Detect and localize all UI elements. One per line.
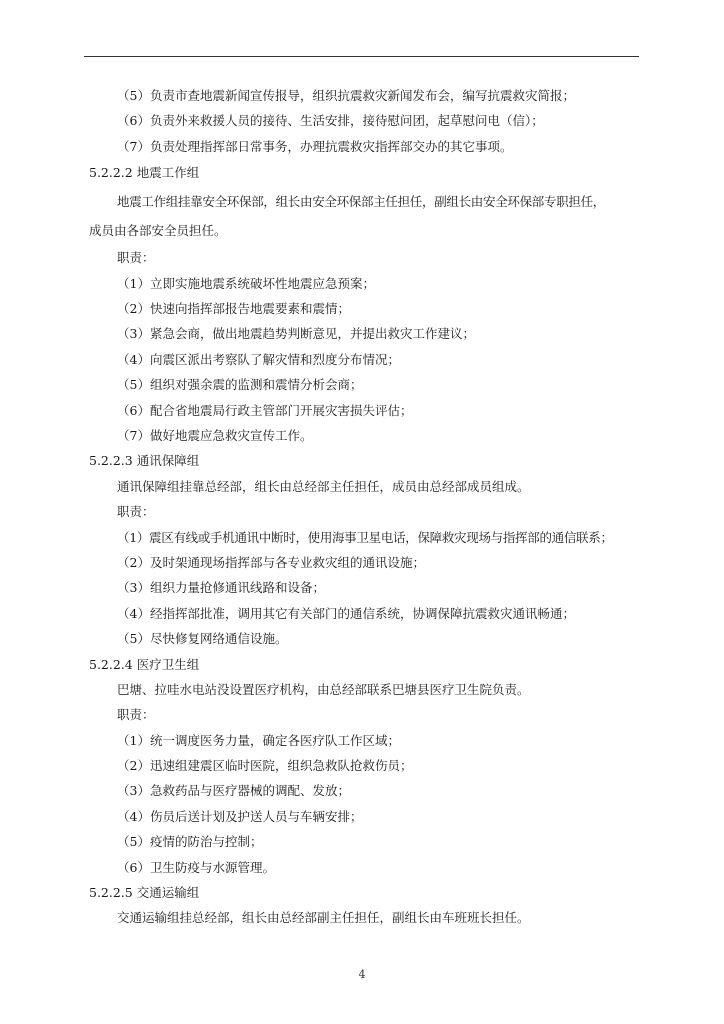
duty-item: （5）疫情的防治与控制；: [117, 834, 263, 850]
section-heading-earthquake-group: 5.2.2.2 地震工作组: [89, 165, 200, 181]
duty-item: （2）迅速组建震区临时医院，组织急救队抢救伤员；: [117, 758, 413, 774]
duty-item: （6）负责外来救援人员的接待、生活安排，接待慰问团，起草慰问电（信）；: [117, 113, 544, 129]
duty-item: （1）立即实施地震系统破坏性地震应急预案；: [117, 275, 375, 291]
duty-item: （5）负责市查地震新闻宣传报导，组织抗震救灾新闻发布会，编写抗震救灾简报；: [117, 88, 575, 103]
page-number: 4: [358, 968, 366, 981]
duty-item: （4）伤员后送计划及护送人员与车辆安排；: [117, 808, 363, 824]
duty-item: （2）及时架通现场指挥部与各专业救灾组的通讯设施；: [117, 554, 425, 570]
duty-label: 职责：: [117, 250, 155, 266]
duty-item: （3）组织力量抢修通讯线路和设备；: [117, 580, 325, 596]
section-heading-communications-group: 5.2.2.3 通讯保障组: [89, 453, 200, 469]
document-body: [89, 83, 637, 931]
duty-item: （7）做好地震应急救灾宣传工作。: [117, 428, 313, 443]
section-intro: 巴塘、拉哇水电站没设置医疗机构，由总经部联系巴塘县医疗卫生院负责。: [117, 681, 530, 697]
duty-item: （4）经指挥部批准，调用其它有关部门的通信系统，协调保障抗震救灾通讯畅通；: [117, 605, 575, 621]
section-intro-continued: 成员由各部安全员担任。: [89, 223, 227, 239]
header-rule: [84, 56, 639, 57]
duty-item: （3）紧急会商，做出地震趋势判断意见，并提出救灾工作建议；: [117, 326, 475, 342]
duty-item: （3）急救药品与医疗器械的调配、发放；: [117, 783, 350, 799]
duty-item: （4）向震区派出考察队了解灾情和烈度分布情况；: [117, 351, 400, 367]
section-heading-medical-group: 5.2.2.4 医疗卫生组: [89, 656, 200, 672]
duty-label: 职责：: [117, 504, 155, 520]
duty-label: 职责：: [117, 707, 155, 723]
section-heading-transport-group: 5.2.2.5 交通运输组: [89, 885, 200, 901]
section-intro: 交通运输组挂总经部，组长由总经部副主任担任，副组长由车班班长担任。: [117, 910, 530, 926]
duty-item: （6）配合省地震局行政主管部门开展灾害损失评估；: [117, 402, 413, 418]
duty-item: （6）卫生防疫与水源管理。: [117, 859, 275, 875]
section-intro: 通讯保障组挂靠总经部，组长由总经部主任担任，成员由总经部成员组成。: [117, 478, 530, 494]
duty-item: （5）尽快修复网络通信设施。: [117, 631, 288, 647]
duty-item: （1）统一调度医务力量，确定各医疗队工作区域；: [117, 732, 400, 748]
section-intro: 地震工作组挂靠安全环保部，组长由安全环保部主任担任，副组长由安全环保部专职担任，: [117, 193, 606, 209]
duty-item: （5）组织对强余震的监测和震情分析会商；: [117, 377, 363, 393]
duty-item: （7）负责处理指挥部日常事务，办理抗震救灾指挥部交办的其它事项。: [117, 138, 513, 154]
duty-item: （2）快速向指挥部报告地震要素和震情；: [117, 301, 350, 317]
duty-item: （1）震区有线或手机通讯中断时，使用海事卫星电话，保障救灾现场与指挥部的通信联系；: [117, 529, 613, 545]
